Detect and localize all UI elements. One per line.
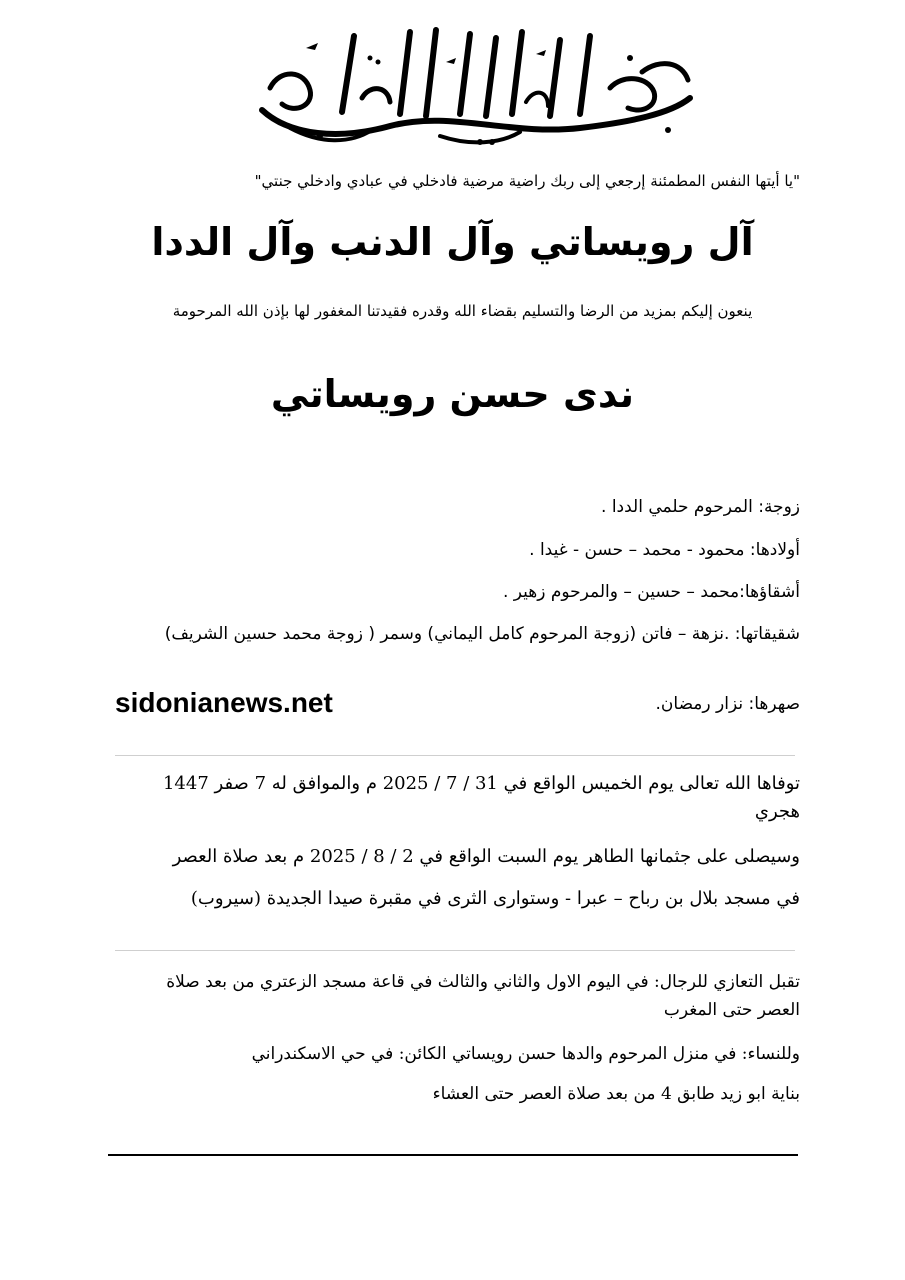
divider <box>115 755 795 756</box>
announcement-text: ينعون إليكم بمزيد من الرضا والتسليم بقضاء الله وقدره فقيدتنا المغفور لها بإذن الله المرحومة <box>172 302 753 320</box>
deceased-name: ندى حسن رويساتي <box>270 372 635 416</box>
condolences-address-text: بناية ابو زيد طابق 4 من بعد صلاة العصر حتى العشاء <box>432 1084 800 1104</box>
relative-brothers: أشقاؤها:محمد – حسين – والمرحوم زهير . <box>502 582 800 602</box>
divider <box>115 950 795 951</box>
burial-text: في مسجد بلال بن رباح – عبرا - وستوارى الثرى في مقبرة صيدا الجديدة (سيروب) <box>190 888 800 909</box>
families-heading: آل رويساتي وآل الدنب وآل الددا <box>151 220 754 264</box>
relative-children: أولادها: محمود - محمد – حسن - غيدا . <box>529 540 800 560</box>
quran-verse: "يا أيتها النفس المطمئنة إرجعي إلى ربك راضية مرضية فادخلي في عبادي وادخلي جنتي" <box>254 172 800 190</box>
condolences-men-text: تقبل التعازي للرجال: في اليوم الاول والثاني والثالث في قاعة مسجد الزعتري من بعد صلاة العصر حتى المغرب <box>166 972 800 1020</box>
calligraphy-header <box>250 18 700 150</box>
bottom-rule <box>108 1154 798 1156</box>
relative-sisters: شقيقاتها: .نزهة – فاتن (زوجة المرحوم كامل اليماني) وسمر ( زوجة محمد حسين الشريف) <box>164 624 800 644</box>
relative-son-in-law: صهرها: نزار رمضان. <box>655 694 800 714</box>
death-date-text: توفاها الله تعالى يوم الخميس الواقع في 31 / 7 / 2025 م والموافق له 7 صفر 1447 هجري <box>162 773 800 822</box>
watermark-text: sidonianews.net <box>115 687 333 718</box>
condolences-women-text: وللنساء: في منزل المرحوم والدها حسن رويساتي الكائن: في حي الاسكندراني <box>251 1044 800 1064</box>
relative-husband: زوجة: المرحوم حلمي الددا . <box>601 497 800 517</box>
funeral-prayer-text: وسيصلى على جثمانها الطاهر يوم السبت الواقع في 2 / 8 / 2025 م بعد صلاة العصر <box>172 846 800 867</box>
